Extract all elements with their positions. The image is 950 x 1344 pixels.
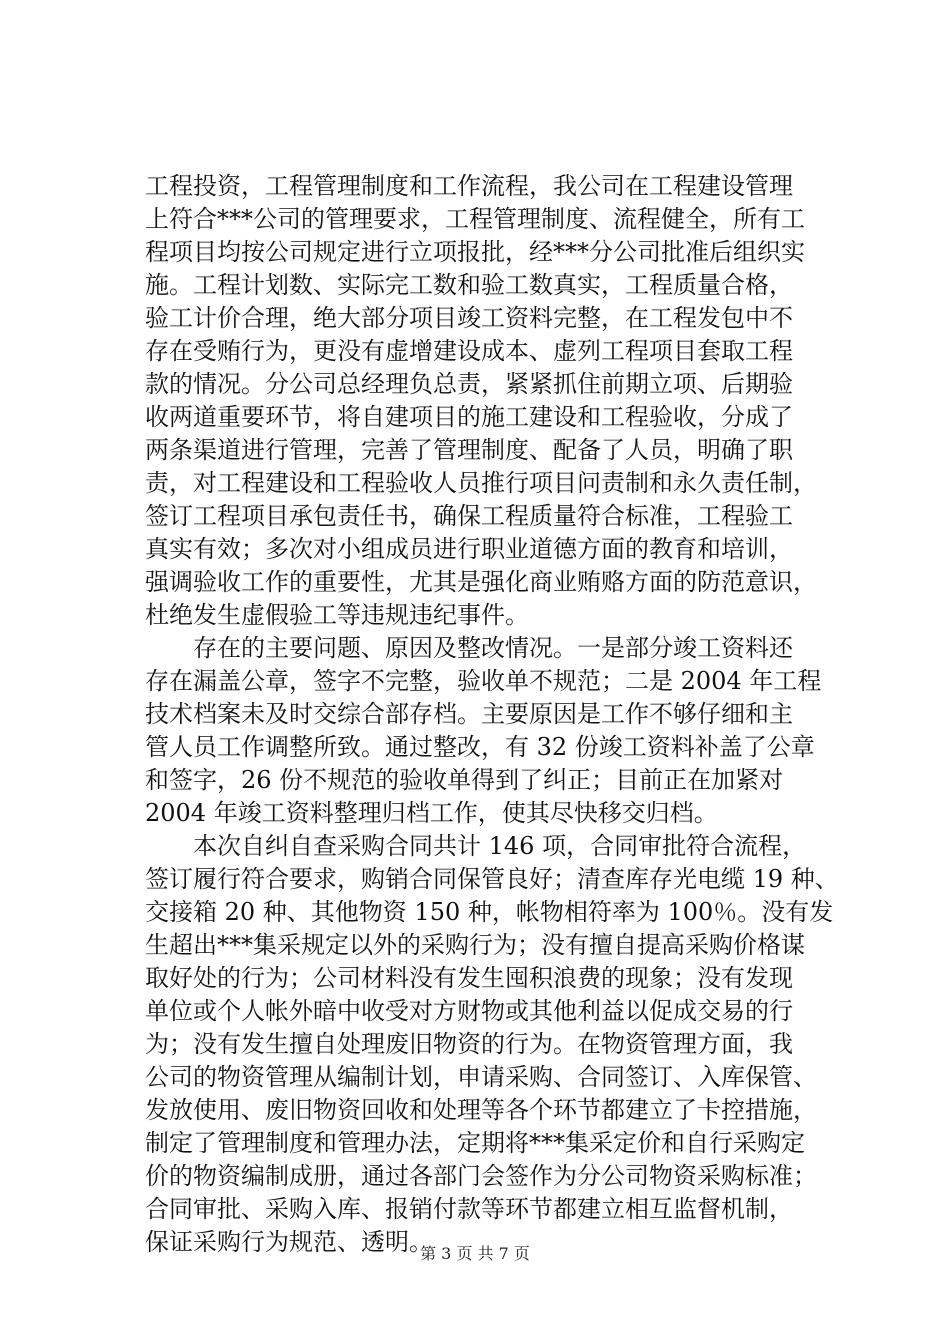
text-line: 取好处的行为；公司材料没有发生囤积浪费的现象；没有发现 xyxy=(145,964,793,992)
text-line: 价的物资编制成册，通过各部门会签作为分公司物资采购标准； xyxy=(145,1162,817,1190)
text-line: 真实有效；多次对小组成员进行职业道德方面的教育和培训， xyxy=(145,535,793,563)
paragraph-1 xyxy=(145,170,837,632)
text-line: 发放使用、废旧物资回收和处理等各个环节都建立了卡控措施， xyxy=(145,1096,817,1124)
text-line: 存在漏盖公章，签字不完整，验收单不规范；二是 2004 年工程 xyxy=(145,667,822,695)
text-line: 技术档案未及时交综合部存档。主要原因是工作不够仔细和主 xyxy=(145,700,793,728)
text-line: 和签字，26 份不规范的验收单得到了纠正；目前正在加紧对 xyxy=(145,766,784,794)
text-line: 2004 年竣工资料整理归档工作，使其尽快移交归档。 xyxy=(145,799,718,827)
paragraph-2 xyxy=(145,632,837,830)
text-line: 验工计价合理，绝大部分项目竣工资料完整，在工程发包中不 xyxy=(145,304,793,332)
text-line: 签订履行符合要求，购销合同保管良好；清查库存光电缆 19 种、 xyxy=(145,865,839,893)
text-line: 存在的主要问题、原因及整改情况。一是部分竣工资料还 xyxy=(145,634,793,662)
text-line: 为；没有发生擅自处理废旧物资的行为。在物资管理方面，我 xyxy=(145,1030,793,1058)
text-line: 制定了管理制度和管理办法，定期将***集采定价和自行采购定 xyxy=(145,1129,805,1157)
page-footer: 第 3 页 共 7 页 xyxy=(420,1244,530,1263)
text-line: 签订工程项目承包责任书，确保工程质量符合标准，工程验工 xyxy=(145,502,793,530)
text-line: 强调验收工作的重要性，尤其是强化商业贿赂方面的防范意识， xyxy=(145,568,817,596)
text-line: 责，对工程建设和工程验收人员推行项目问责制和永久责任制， xyxy=(145,469,817,497)
text-line: 两条渠道进行管理，完善了管理制度、配备了人员，明确了职 xyxy=(145,436,793,464)
text-line: 单位或个人帐外暗中收受对方财物或其他利益以促成交易的行 xyxy=(145,997,793,1025)
text-line: 交接箱 20 种、其他物资 150 种，帐物相符率为 100％。没有发 xyxy=(145,898,834,926)
text-line: 合同审批、采购入库、报销付款等环节都建立相互监督机制， xyxy=(145,1195,793,1223)
text-line: 存在受贿行为，更没有虚增建设成本、虚列工程项目套取工程 xyxy=(145,337,793,365)
text-line: 上符合***公司的管理要求，工程管理制度、流程健全，所有工 xyxy=(145,205,805,233)
text-line: 款的情况。分公司总经理负总责，紧紧抓住前期立项、后期验 xyxy=(145,370,793,398)
text-line: 施。工程计划数、实际完工数和验工数真实，工程质量合格， xyxy=(145,271,793,299)
text-line: 收两道重要环节，将自建项目的施工建设和工程验收，分成了 xyxy=(145,403,793,431)
text-line: 管人员工作调整所致。通过整改，有 32 份竣工资料补盖了公章 xyxy=(145,733,815,761)
document-body xyxy=(145,170,837,1259)
text-line: 保证采购行为规范、透明。 xyxy=(145,1228,433,1256)
paragraph-3 xyxy=(145,830,837,1259)
text-line: 杜绝发生虚假验工等违规违纪事件。 xyxy=(145,601,529,629)
text-line: 公司的物资管理从编制计划，申请采购、合同签订、入库保管、 xyxy=(145,1063,817,1091)
text-line: 生超出***集采规定以外的采购行为；没有擅自提高采购价格谋 xyxy=(145,931,805,959)
text-line: 程项目均按公司规定进行立项报批，经***分公司批准后组织实 xyxy=(145,238,805,266)
text-line: 工程投资，工程管理制度和工作流程，我公司在工程建设管理 xyxy=(145,172,793,200)
text-line: 本次自纠自查采购合同共计 146 项，合同审批符合流程， xyxy=(145,832,807,860)
